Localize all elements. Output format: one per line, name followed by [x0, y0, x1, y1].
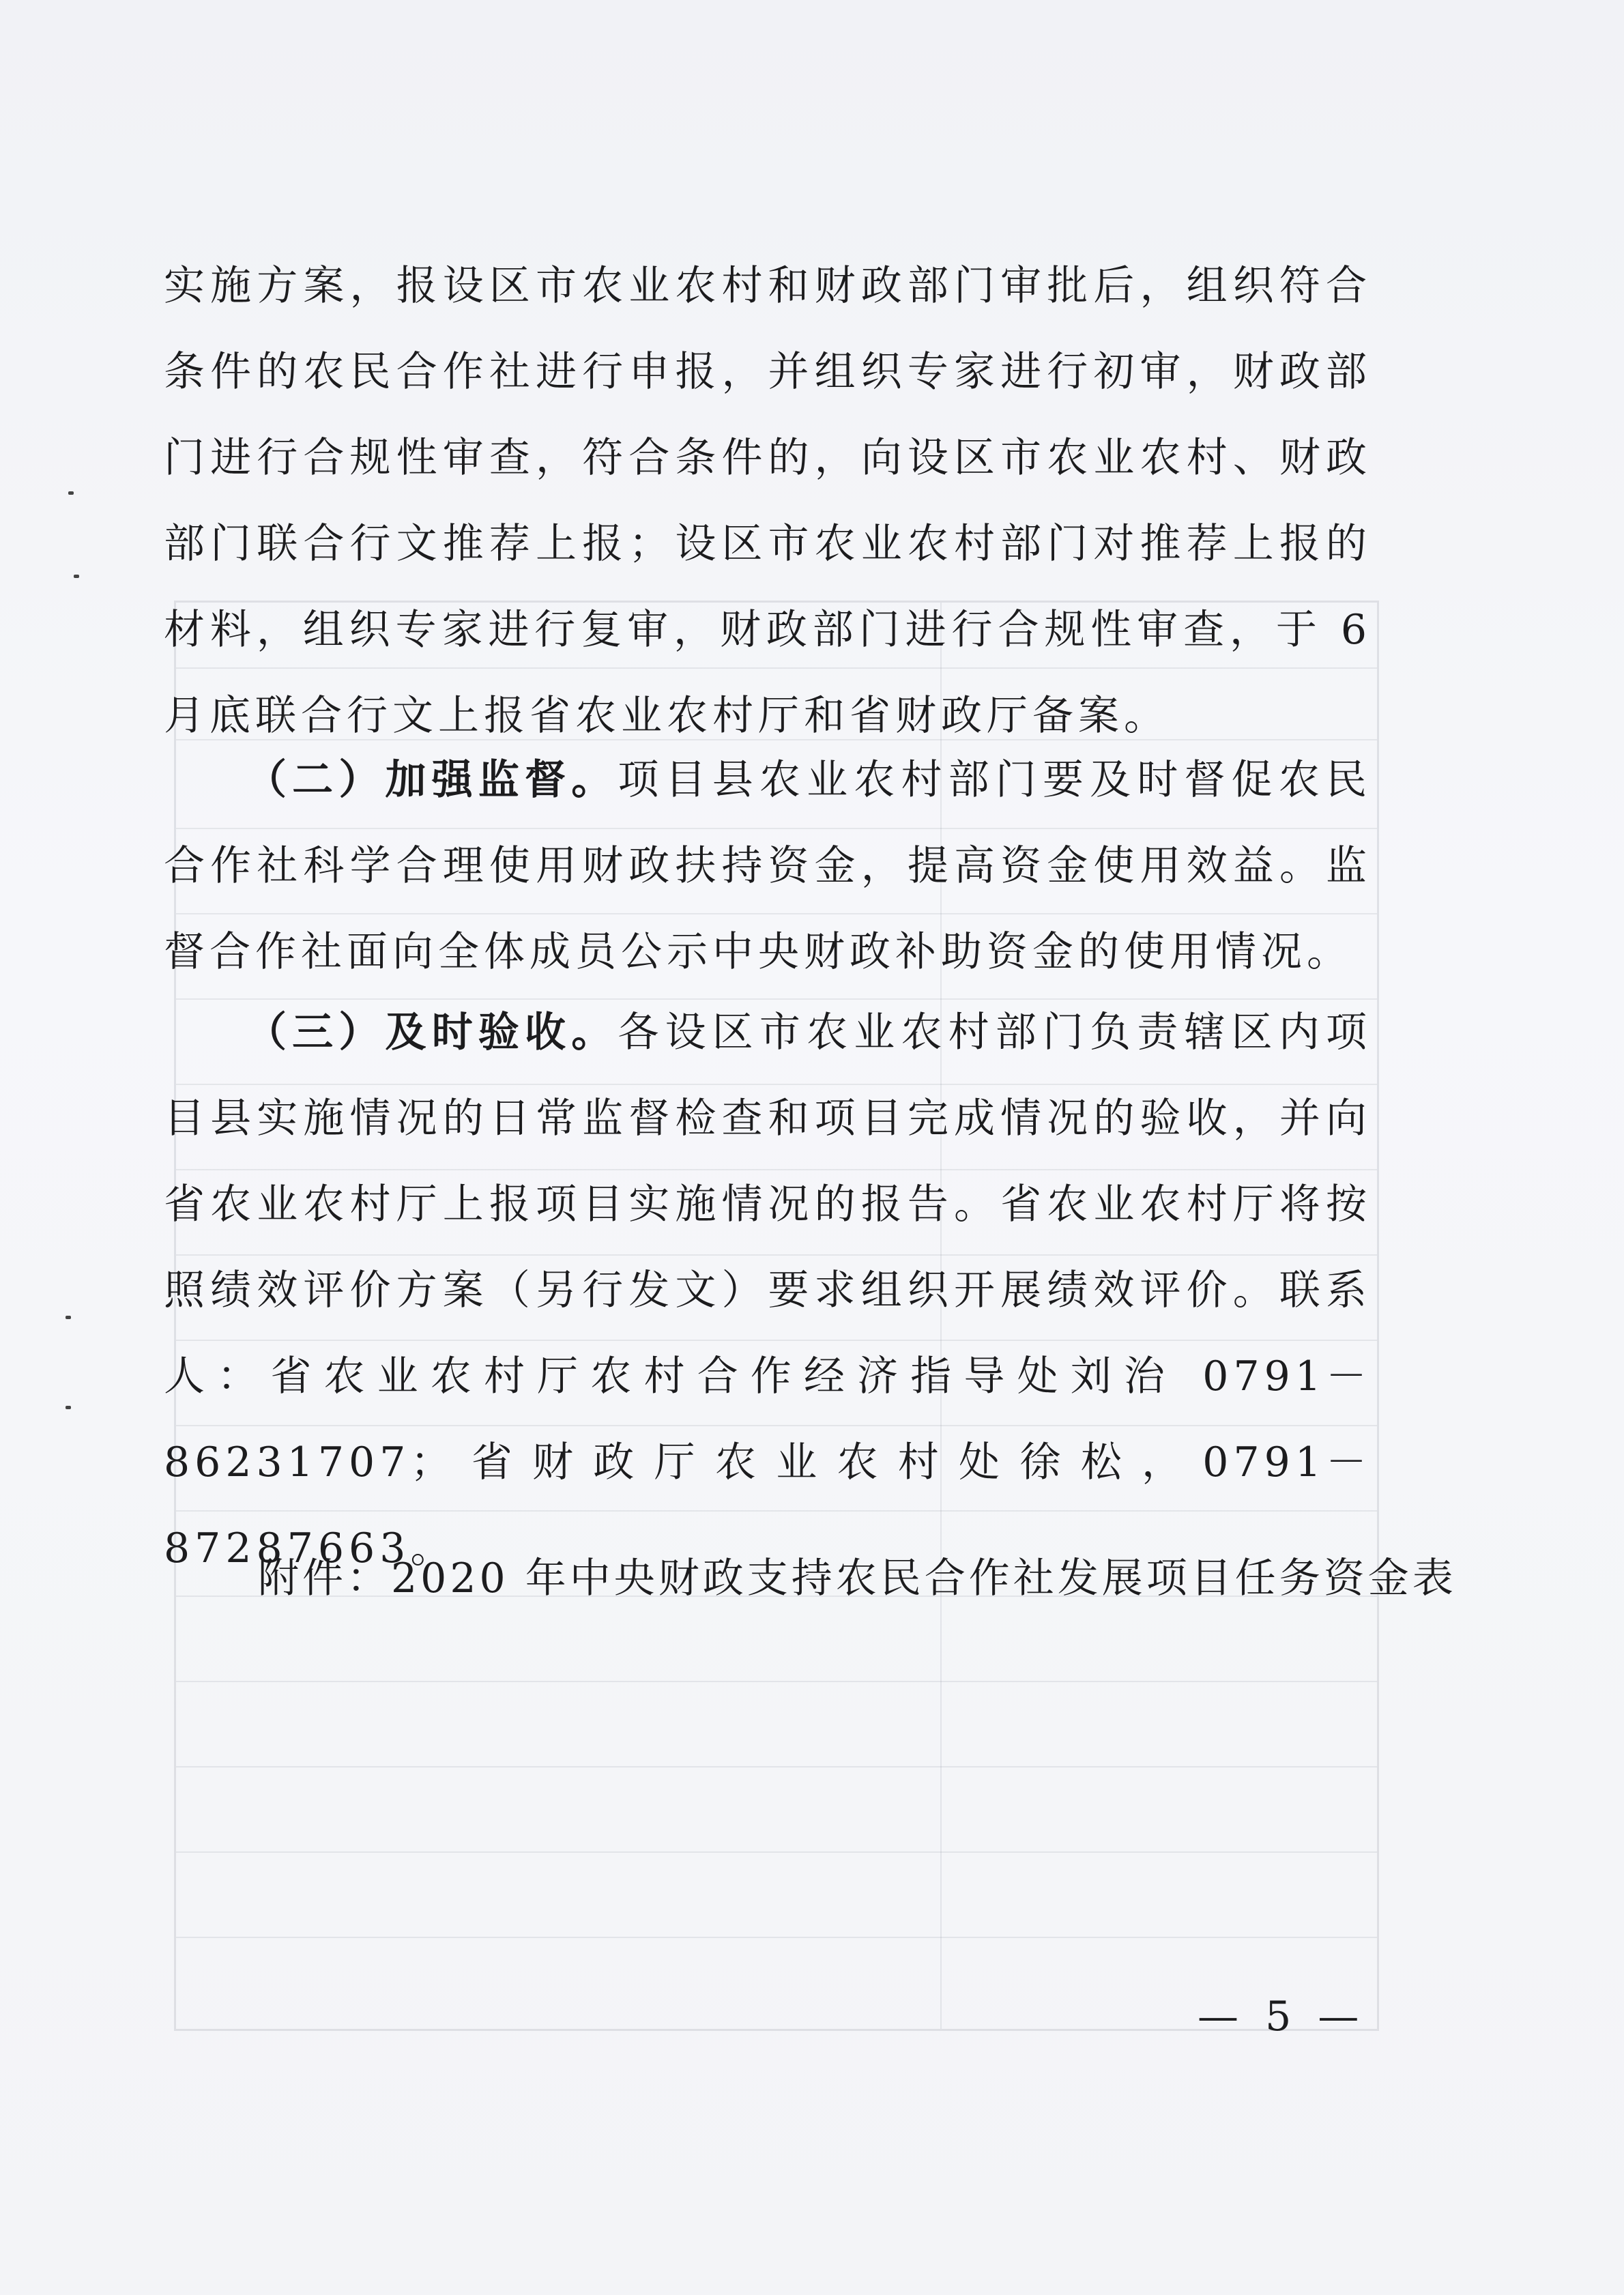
scan-speck — [66, 1406, 71, 1409]
section-heading-supervision: （二）加强监督。 — [246, 756, 618, 804]
section-heading-acceptance: （三）及时验收。 — [246, 1009, 618, 1056]
paragraph-approval-process — [164, 243, 1372, 759]
scan-speck — [74, 575, 79, 578]
paragraph-text: 项目县农业农村部门要及时督促农民合作社科学合理使用财政扶持资金，提高资金使用效益。监督合作社面向全体成员公示中央财政补助资金的使用情况。 — [164, 756, 1372, 976]
paragraph-supervision — [164, 737, 1372, 995]
paragraph-acceptance — [164, 990, 1372, 1591]
attachment-line: 附件：2020 年中央财政支持农民合作社发展项目任务资金表 — [258, 1555, 1457, 1602]
paragraph-text: 实施方案，报设区市农业农村和财政部门审批后，组织符合条件的农民合作社进行申报，并组织专家进行初审，财政部门进行合规性审查，符合条件的，向设区市农业农村、财政部门联合行文推荐上报；设区市农业农村部门对推荐上报的材料，组织专家进行复审，财政部门进行合规性审查，于 6 月底联合行文上报省农业农村厅和省财政厅备案。 — [164, 262, 1372, 740]
page-number: — 5 — — [1198, 1993, 1366, 2040]
scan-speck — [68, 491, 74, 495]
paragraph-text: 各设区市农业农村部门负责辖区内项目县实施情况的日常监督检查和项目完成情况的验收，并向省农业农村厅上报项目实施情况的报告。省农业农村厅将按照绩效评价方案（另行发文）要求组织开展绩效评价。联系人：省农业农村厅农村合作经济指导处刘治 0791－86231707；省财政厅农业农村处徐松，0791－87287663。 — [164, 1009, 1372, 1572]
scan-speck — [66, 1316, 71, 1319]
